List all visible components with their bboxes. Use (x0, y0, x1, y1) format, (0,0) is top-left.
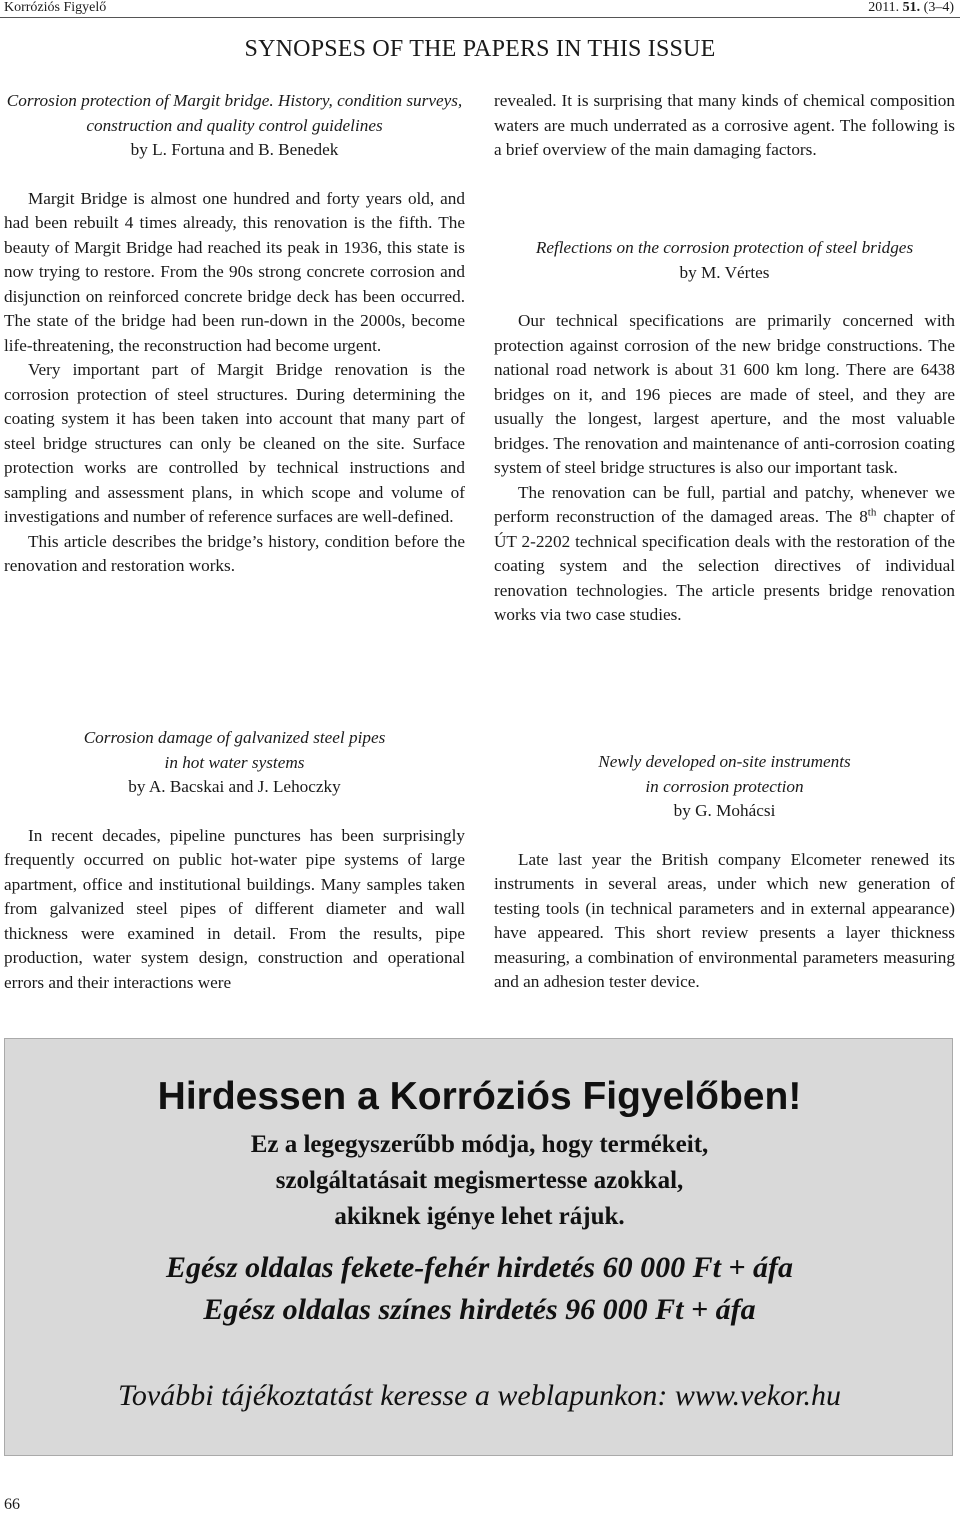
article-author: by G. Mohácsi (673, 801, 776, 820)
ad-subline: Ez a legegyszerűbb módja, hogy termékeit, (250, 1131, 709, 1158)
article-paragraph: Late last year the British company Elcometer renewed its instruments in several areas, under which new generation of testing tools (in technical parameters and in external appearance) have appeared. This short review presents a layer thickness measuring, a combination of environmental parameters measuring and an adhesion tester device. (494, 849, 955, 991)
article-paragraph: In recent decades, pipeline punctures has been surprisingly frequently occurred on public hot-water pipe systems of large apartment, office and institutional buildings. Many samples taken from galvanized steel pipes of different diameter and wall thickness were examined in detail. From the results, pipe production, water system design, construction and operational errors and their interactions were (4, 825, 465, 992)
issue-volume: 51. (902, 0, 921, 15)
article-instruments (494, 750, 955, 995)
article-title-line: Corrosion damage of galvanized steel pipes (83, 728, 386, 747)
article-paragraph: Our technical specifications are primarily concerned with protection against corrosion of the new bridge constructions. The national road network is about 31 600 km long. There are 6438 bridges on it, and 196 pieces are made of steel, and they are usually the longest, largest aperture, and the most valuable bridges. The renovation and maintenance of anti-corrosion coating system of steel bridge structures is also our important task. (494, 311, 955, 477)
page-title: SYNOPSES OF THE PAPERS IN THIS ISSUE (244, 36, 716, 62)
ad-subline: szolgáltatásait megismertesse azokkal, (275, 1167, 684, 1194)
article-margit (4, 89, 465, 579)
paragraph-text: The renovation can be full, partial and patchy, whenever we perform reconstruction of the damaged areas. The 8 (494, 482, 955, 526)
running-header-issue (868, 0, 954, 16)
article-author: by M. Vértes (679, 262, 770, 282)
issue-year: 2011. (868, 0, 903, 15)
article-paragraph: Very important part of Margit Bridge renovation is the corrosion protection of steel structures. During determining the coating system it has been taken into account that many part of steel bridge structures can only be cleaned on the site. Surface protection works are controlled by technical instructions and sampling and assessment plans, in which scope and volume of investigations and number of reference surfaces are well-defined. (4, 360, 465, 526)
article-title: Corrosion protection of Margit bridge. History, condition surveys, construction and quality control guidelines (6, 91, 463, 135)
article-author: by L. Fortuna and B. Benedek (130, 140, 339, 159)
superscript-text: th (867, 506, 877, 519)
article-pipes-continued (494, 89, 955, 163)
article-author: by A. Bacskai and J. Lehoczky (128, 777, 341, 796)
advertisement-box (4, 1038, 953, 1456)
ad-subline: akiknek igénye lehet rájuk. (334, 1203, 625, 1230)
header-rule (0, 17, 960, 18)
article-title-line: in corrosion protection (645, 776, 804, 796)
ad-price-bw: Egész oldalas fekete-fehér hirdetés 60 000 Ft + áfa (165, 1251, 794, 1284)
page-number: 66 (4, 1496, 20, 1513)
ad-info-link[interactable]: További tájékoztatást keresse a weblapunkon: www.vekor.hu (118, 1379, 841, 1412)
ad-headline: Hirdessen a Korróziós Figyelőben! (157, 1075, 802, 1118)
article-paragraph (494, 481, 955, 628)
paragraph-text: chapter of ÚT 2-2202 technical specification deals with the restoration of the coating system and the selection directives of individual renovation technologies. The article presents bridge renovation works via two case studies. (494, 507, 956, 624)
article-paragraph: Margit Bridge is almost one hundred and forty years old, and had been rebuilt 4 times already, this renovation is the fifth. The beauty of Margit Bridge had reached its peak in 1936, this state is now trying to restore. From the 90s strong concrete corrosion and disjunction on reinforced concrete bridge deck has been occurred. The state of the bridge had been run-down in the 2000s, become life-threatening, the reconstruction had become urgent. (4, 188, 465, 355)
article-title: Reflections on the corrosion protection of steel bridges (535, 238, 914, 257)
article-pipes (4, 726, 465, 995)
article-title-line: Newly developed on-site instruments (598, 752, 851, 771)
article-paragraph: revealed. It is surprising that many kinds of chemical composition waters are much underrated as a corrosive agent. The following is a brief overview of the main damaging factors. (494, 91, 955, 159)
issue-number: (3–4) (920, 0, 954, 15)
article-title-line: in hot water systems (164, 752, 305, 772)
article-bridges (494, 236, 955, 628)
article-paragraph: This article describes the bridge’s history, condition before the renovation and restoration works. (4, 531, 465, 575)
ad-price-color: Egész oldalas színes hirdetés 96 000 Ft + áfa (203, 1293, 756, 1326)
running-header-journal: Korróziós Figyelő (4, 0, 107, 15)
